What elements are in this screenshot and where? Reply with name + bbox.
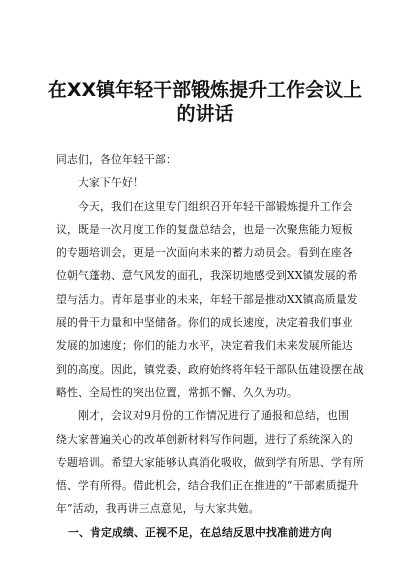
- paragraph-line: 年”活动，我再讲三点意见，与大家共勉。: [56, 502, 260, 516]
- paragraph-line: 议，既是一次月度工作的复盘总结会，也是一次聚焦能力短板: [56, 222, 353, 236]
- paragraph-2: [56, 404, 364, 520]
- paragraph-line: 悟、学有所得。借此机会，结合我们正在推进的“干部素质提升: [56, 479, 359, 493]
- title-line-2: 的讲话: [176, 103, 234, 125]
- paragraph-1: [56, 195, 364, 405]
- paragraph-line: 展的骨干力量和中坚储备。你们的成长速度，决定着我们事业: [56, 316, 353, 330]
- paragraph-line: 刚才，会议对9月份的工作情况进行了通报和总结，也围: [78, 409, 349, 423]
- paragraph-line: 专题培训。希望大家能够认真消化吸收，做到学有所思、学有所: [56, 455, 364, 469]
- paragraph-line: 今天，我们在这里专门组织召开年轻干部锻炼提升工作会: [78, 199, 353, 213]
- paragraph-line: 望与活力。青年是事业的未来，年轻干部是推动XX镇高质量发: [56, 292, 358, 306]
- paragraph-line: 发展的加速度；你们的能力水平，决定着我们未来发展所能达: [56, 339, 353, 353]
- document-title: [40, 78, 370, 126]
- paragraph-line: 的专题培训会，更是一次面向未来的蓄力动员会。看到在座各: [56, 246, 353, 260]
- salutation: 同志们，各位年轻干部：: [56, 153, 177, 166]
- greeting: 大家下午好！: [78, 176, 144, 190]
- document-body: [56, 148, 364, 544]
- paragraph-line: 略性、全局性的突出位置，常抓不懈、久久为功。: [56, 385, 298, 399]
- title-line-1: 在XX镇年轻干部锻炼提升工作会议上: [47, 79, 363, 101]
- section-heading-1: 一、肯定成绩、正视不足，在总结反思中找准前进方向: [68, 525, 332, 539]
- paragraph-line: 位朝气蓬勃、意气风发的面孔，我深切地感受到XX镇发展的希: [56, 269, 358, 283]
- paragraph-line: 到的高度。因此，镇党委、政府始终将年轻干部队伍建设摆在战: [56, 362, 364, 376]
- paragraph-line: 绕大家普遍关心的改革创新材料写作问题，进行了系统深入的: [56, 432, 353, 446]
